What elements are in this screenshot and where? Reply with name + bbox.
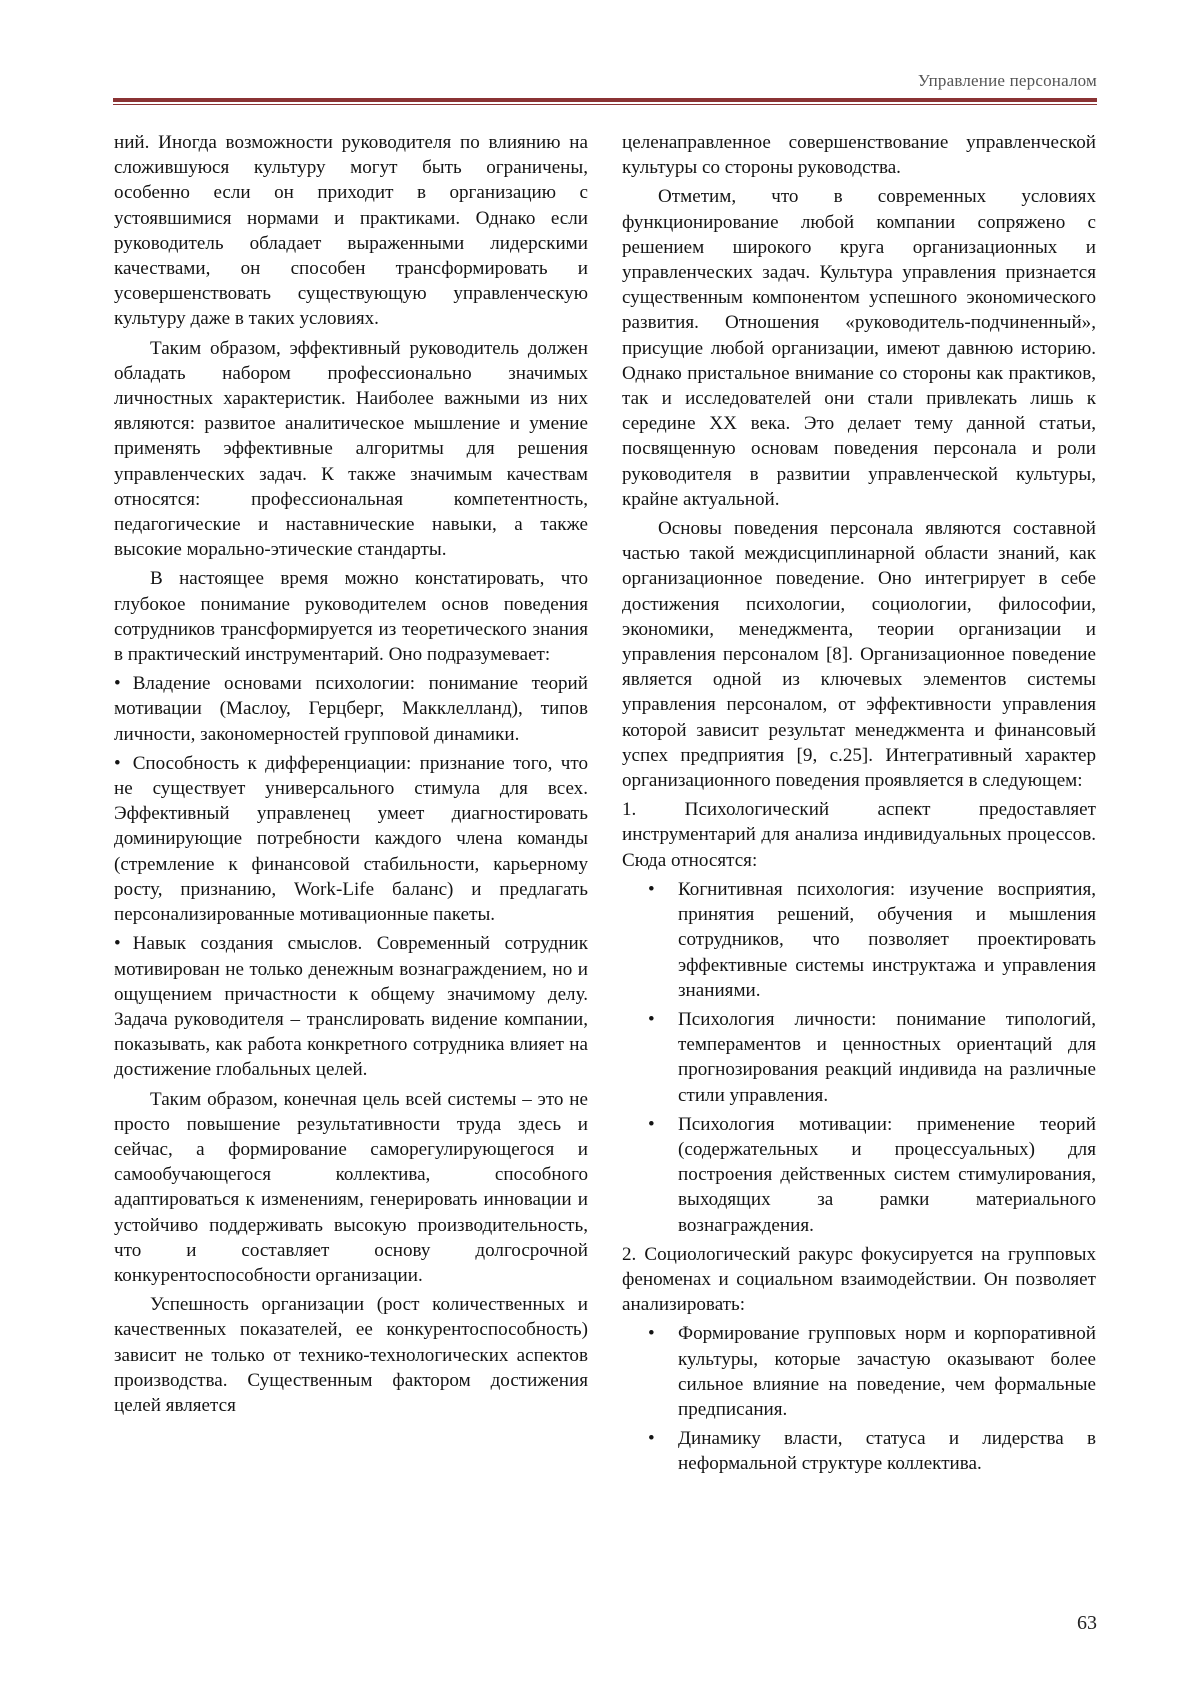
paragraph: Таким образом, конечная цель всей системы – это не просто повышение результативности труда здесь и сейчас, а формирование саморегулирующегося и самообучающегося коллектива, способного адаптироваться к изменениям, генерировать инновации и устойчиво поддерживать высокую производительность, что и составляет основу долгосрочной конкурентоспособности организации. — [114, 1088, 588, 1286]
header-rule-thick — [113, 98, 1097, 102]
header-rule-thin — [113, 104, 1097, 105]
bullet-text: Динамику власти, статуса и лидерства в неформальной структуре коллектива. — [678, 1428, 1096, 1475]
bullet-text: Формирование групповых норм и корпоративной культуры, которые зачастую оказывают более сильное влияние на поведение, чем формальные предписания. — [678, 1323, 1096, 1420]
bullet-icon: • — [114, 752, 121, 774]
paragraph: Успешность организации (рост количественных и качественных показателей, ее конкурентоспособность) зависит не только от технико-технологических аспектов производства. Существенным фактором достижения целей является — [114, 1294, 588, 1416]
paragraph: Отметим, что в современных условиях функционирование любой компании сопряжено с решением широкого круга организационных и управленческих задач. Культура управления признается существенным компонентом успешного экономического развития. Отношения «руководитель-подчиненный», присущие любой организации, имеют давнюю историю. Однако пристальное внимание со стороны как практиков, так и исследователей они стали привлекать лишь к середине XX века. Это делает тему данной статьи, посвященную основам поведения персонала и роли руководителя в развитии управленческой культуры, крайне актуальной. — [622, 186, 1096, 510]
bullet-item — [622, 1007, 1096, 1108]
bullet-item — [114, 931, 588, 1082]
numbered-item: 1. Психологический аспект предоставляет инструментарий для анализа индивидуальных процессов. Сюда относятся: — [622, 799, 1096, 871]
paragraph: ний. Иногда возможности руководителя по влиянию на сложившуюся культуру могут быть ограничены, особенно если он приходит в организацию с устоявшимися нормами и практиками. Однако если руководитель обладает выраженными лидерскими качествами, он способен трансформировать и усовершенствовать существующую управленческую культуру даже в таких условиях. — [114, 132, 588, 330]
paragraph: Таким образом, эффективный руководитель должен обладать набором профессионально значимых личностных характеристик. Наиболее важными из них являются: развитое аналитическое мышление и умение применять эффективные алгоритмы для решения управленческих задач. К также значимым качествам относятся: профессиональная компетентность, педагогические и наставнические навыки, а также высокие морально-этические стандарты. — [114, 337, 588, 561]
bullet-text: Психология личности: понимание типологий, темпераментов и ценностных ориентаций для прогнозирования реакций индивида на различные стили управления. — [678, 1008, 1096, 1106]
page-number: 63 — [1077, 1612, 1097, 1634]
running-header-title: Управление персоналом — [917, 71, 1097, 90]
paragraph: целенаправленное совершенствование управленческой культуры со стороны руководства. — [622, 132, 1096, 179]
right-column — [622, 130, 1096, 1481]
bullet-item — [622, 1112, 1096, 1238]
bullet-icon: • — [114, 673, 121, 695]
bullet-icon: • — [648, 1323, 655, 1345]
bullet-item — [114, 671, 588, 747]
bullet-icon: • — [648, 878, 655, 900]
bullet-icon: • — [648, 1113, 655, 1135]
paragraph: Основы поведения персонала являются составной частью такой междисциплинарной области знаний, как организационное поведение. Оно интегрирует в себе достижения психологии, социологии, философии, экономики, менеджмента, теории организации и управления персоналом [8]. Организационное поведение является одной из ключевых элементов системы управления персоналом, от эффективности управления которой зависит результат менеджмента и финансовый успех предприятия [9, с.25]. Интегративный характер организационного поведения проявляется в следующем: — [622, 518, 1096, 792]
bullet-item — [622, 1321, 1096, 1422]
left-column — [114, 130, 588, 1422]
bullet-icon: • — [648, 1428, 655, 1450]
bullet-text: Когнитивная психология: изучение восприятия, принятия решений, обучения и мышления сотрудников, что позволяет проектировать эффективные системы инструктажа и управления знаниями. — [678, 878, 1096, 1001]
bullet-text: Способность к дифференциации: признание того, что не существует универсального стимула для всех. Эффективный управленец умеет диагностировать доминирующие потребности каждого члена команды (стремление к финансовой стабильности, карьерному росту, признанию, Work-Life баланс) и предлагать персонализированные мотивационные пакеты. — [114, 752, 588, 926]
bullet-item — [622, 1426, 1096, 1476]
bullet-text: Психология мотивации: применение теорий (содержательных и процессуальных) для построения действенных систем стимулирования, выходящих за рамки материального вознаграждения. — [678, 1113, 1096, 1236]
bullet-text: Навык создания смыслов. Современный сотрудник мотивирован не только денежным вознаграждением, но и ощущением причастности к общему значимому делу. Задача руководителя – транслировать видение компании, показывать, как работа конкретного сотрудника влияет на достижение глобальных целей. — [114, 933, 588, 1081]
paragraph: В настоящее время можно констатировать, что глубокое понимание руководителем основ поведения сотрудников трансформируется из теоретического знания в практический инструментарий. Оно подразумевает: — [114, 568, 588, 666]
numbered-item: 2. Социологический ракурс фокусируется на групповых феноменах и социальном взаимодействии. Он позволяет анализировать: — [622, 1243, 1096, 1316]
bullet-item — [622, 877, 1096, 1003]
bullet-text: Владение основами психологии: понимание теорий мотивации (Маслоу, Герцберг, Макклелланд), типов личности, закономерностей групповой динамики. — [114, 673, 588, 745]
bullet-icon: • — [648, 1008, 655, 1030]
bullet-item — [114, 751, 588, 927]
bullet-icon: • — [114, 933, 121, 955]
